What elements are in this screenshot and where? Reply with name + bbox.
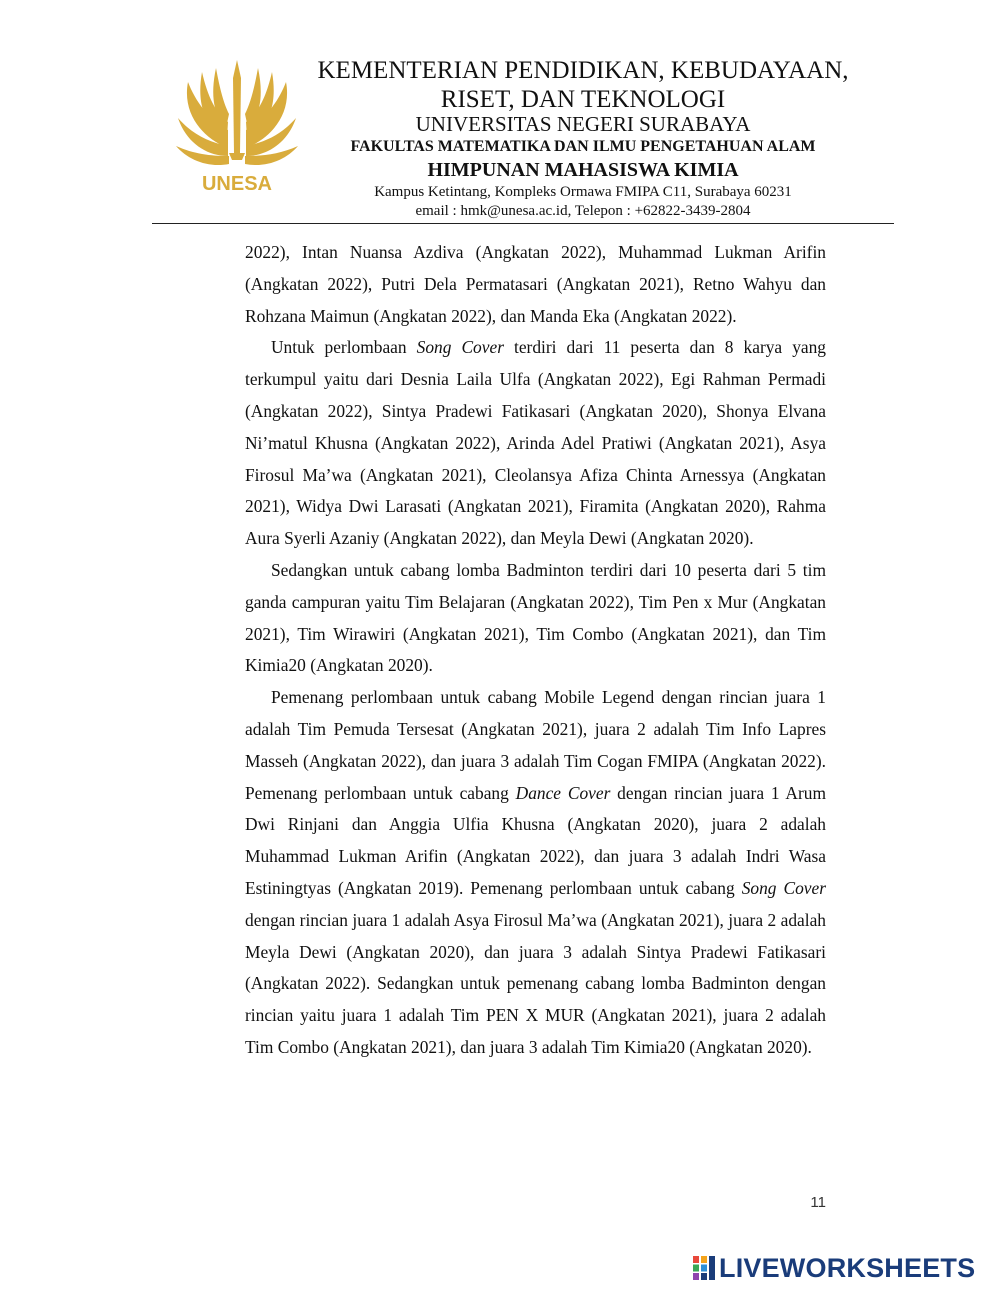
liveworksheets-logo-icon: [693, 1256, 715, 1280]
address: Kampus Ketintang, Kompleks Ormawa FMIPA C11, Surabaya 60231: [374, 184, 792, 200]
page-number: 11: [810, 1194, 826, 1211]
liveworksheets-text: LIVEWORKSHEETS: [719, 1252, 976, 1283]
liveworksheets-watermark[interactable]: [693, 1252, 975, 1284]
paragraph-4-text: Pemenang perlombaan untuk cabang Mobile Legend dengan rincian juara 1 adalah Tim Pemuda Tersesat (Angkatan 2021), juara 2 adalah Tim Info Lapres Masseh (Angkatan 2022), dan juara 3 adalah Tim Cogan FMIPA (Angkatan 2022). Pemenang perlombaan untuk cabang: [245, 687, 826, 803]
ministry-name-line1: KEMENTERIAN PENDIDIKAN, KEBUDAYAAN,: [317, 57, 849, 84]
paragraph-4: [245, 682, 826, 1064]
paragraph-2-italic: Song Cover: [416, 337, 504, 358]
document-body: [245, 237, 826, 1064]
paragraph-2: [245, 332, 826, 555]
university-name: UNIVERSITAS NEGERI SURABAYA: [415, 112, 751, 136]
paragraph-2-text: Untuk perlombaan: [271, 337, 417, 358]
paragraph-4-italic-2: Song Cover: [741, 877, 827, 898]
paragraph-3: Sedangkan untuk cabang lomba Badminton terdiri dari 10 peserta dari 5 tim ganda campuran yaitu Tim Belajaran (Angkatan 2022), Tim Pen x Mur (Angkatan 2021), Tim Wirawiri (Angkatan 2021), Tim Combo (Angkatan 2021), dan Tim Kimia20 (Angkatan 2020).: [245, 559, 826, 676]
organization-name: HIMPUNAN MAHASISWA KIMIA: [427, 159, 739, 181]
faculty-name: FAKULTAS MATEMATIKA DAN ILMU PENGETAHUAN ALAM: [350, 138, 816, 155]
paragraph-2-text-continued: terdiri dari 11 peserta dan 8 karya yang terkumpul yaitu dari Desnia Laila Ulfa (Angkatan 2022), Egi Rahman Permadi (Angkatan 2022), Sintya Pradewi Fatikasari (Angkatan 2020), Shonya Elvana Ni’matul Khusna (Angkatan 2022), Arinda Adel Pratiwi (Angkatan 2021), Asya Firosul Ma’wa (Angkatan 2021), Cleolansya Afiza Chinta Arnessya (Angkatan 2021), Widya Dwi Larasati (Angkatan 2021), Firamita (Angkatan 2020), Rahma Aura Syerli Azaniy (Angkatan 2022), dan Meyla Dewi (Angkatan 2020).: [245, 337, 826, 549]
paragraph-4-text-end: dengan rincian juara 1 adalah Asya Firosul Ma’wa (Angkatan 2021), juara 2 adalah Meyla Dewi (Angkatan 2020), dan juara 3 adalah Sintya Pradewi Fatikasari (Angkatan 2022). Sedangkan untuk pemenang cabang lomba Badminton dengan rincian yaitu juara 1 adalah Tim PEN X MUR (Angkatan 2021), juara 2 adalah Tim Combo (Angkatan 2021), dan juara 3 adalah Tim Kimia20 (Angkatan 2020).: [245, 909, 826, 1057]
paragraph-1: 2022), Intan Nuansa Azdiva (Angkatan 2022), Muhammad Lukman Arifin (Angkatan 2022), Putri Dela Permatasari (Angkatan 2021), Retno Wahyu dan Rohzana Maimun (Angkatan 2022), dan Manda Eka (Angkatan 2022).: [245, 242, 826, 326]
logo-text: UNESA: [201, 173, 273, 195]
paragraph-4-text-continued: dengan rincian juara 1 Arum Dwi Rinjani dan Anggia Ulfia Khusna (Angkatan 2020), juara 2 adalah Muhammad Lukman Arifin (Angkatan 2022), dan juara 3 adalah Indri Wasa Estiningtyas (Angkatan 2019). Pemenang perlombaan untuk cabang: [245, 782, 826, 898]
ministry-name-line2: RISET, DAN TEKNOLOGI: [440, 86, 726, 113]
unesa-logo: [172, 58, 302, 196]
contact-info: email : hmk@unesa.ac.id, Telepon : +62822-3439-2804: [415, 203, 751, 219]
letterhead-divider: [152, 223, 894, 224]
paragraph-4-italic-1: Dance Cover: [515, 782, 611, 803]
